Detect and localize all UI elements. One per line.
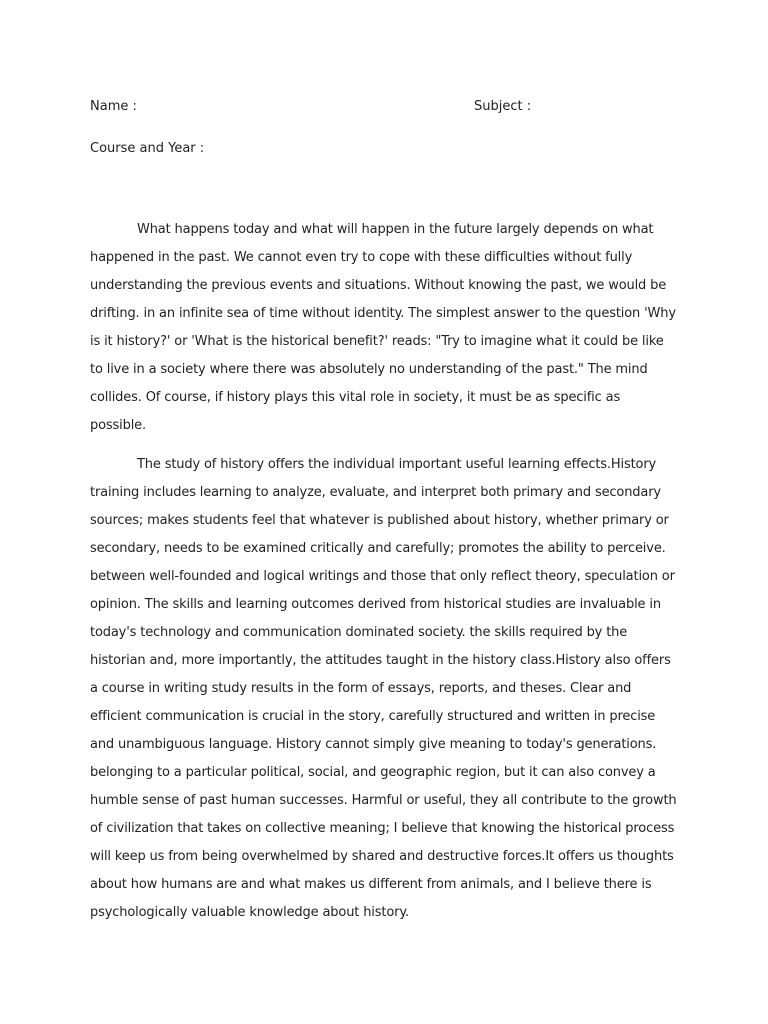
name-label: Name :	[90, 99, 137, 114]
essay-body	[90, 216, 678, 927]
essay-paragraph-1: What happens today and what will happen in the future largely depends on what happened in the past. We cannot even try to cope with these difficulties without fully understanding the previous events and situations. Without knowing the past, we would be drifting. in an infinite sea of time without identity. The simplest answer to the question 'Why is it history?' or 'What is the historical benefit?' reads: "Try to imagine what it could be like to live in a society where there was absolutely no understanding of the past." The mind collides. Of course, if history plays this vital role in society, it must be as specific as possible.	[90, 222, 676, 433]
essay-paragraph-2: The study of history offers the individual important useful learning effects.History training includes learning to analyze, evaluate, and interpret both primary and secondary sources; makes students feel that whatever is published about history, whether primary or secondary, needs to be examined critically and carefully; promotes the ability to perceive. between well-founded and logical writings and those that only reflect theory, speculation or opinion. The skills and learning outcomes derived from historical studies are invaluable in today's technology and communication dominated society. the skills required by the historian and, more importantly, the attitudes taught in the history class.History also offers a course in writing study results in the form of essays, reports, and theses. Clear and efficient communication is crucial in the story, carefully structured and written in precise and unambiguous language. History cannot simply give meaning to today's generations. belonging to a particular political, social, and geographic region, but it can also convey a humble sense of past human successes. Harmful or useful, they all contribute to the growth of civilization that takes on collective meaning; I believe that knowing the historical process will keep us from being overwhelmed by shared and destructive forces.It offers us thoughts about how humans are and what makes us different from animals, and I believe there is psychologically valuable knowledge about history.	[90, 457, 677, 920]
subject-label: Subject :	[474, 99, 532, 114]
course-and-year-label: Course and Year :	[90, 141, 205, 156]
